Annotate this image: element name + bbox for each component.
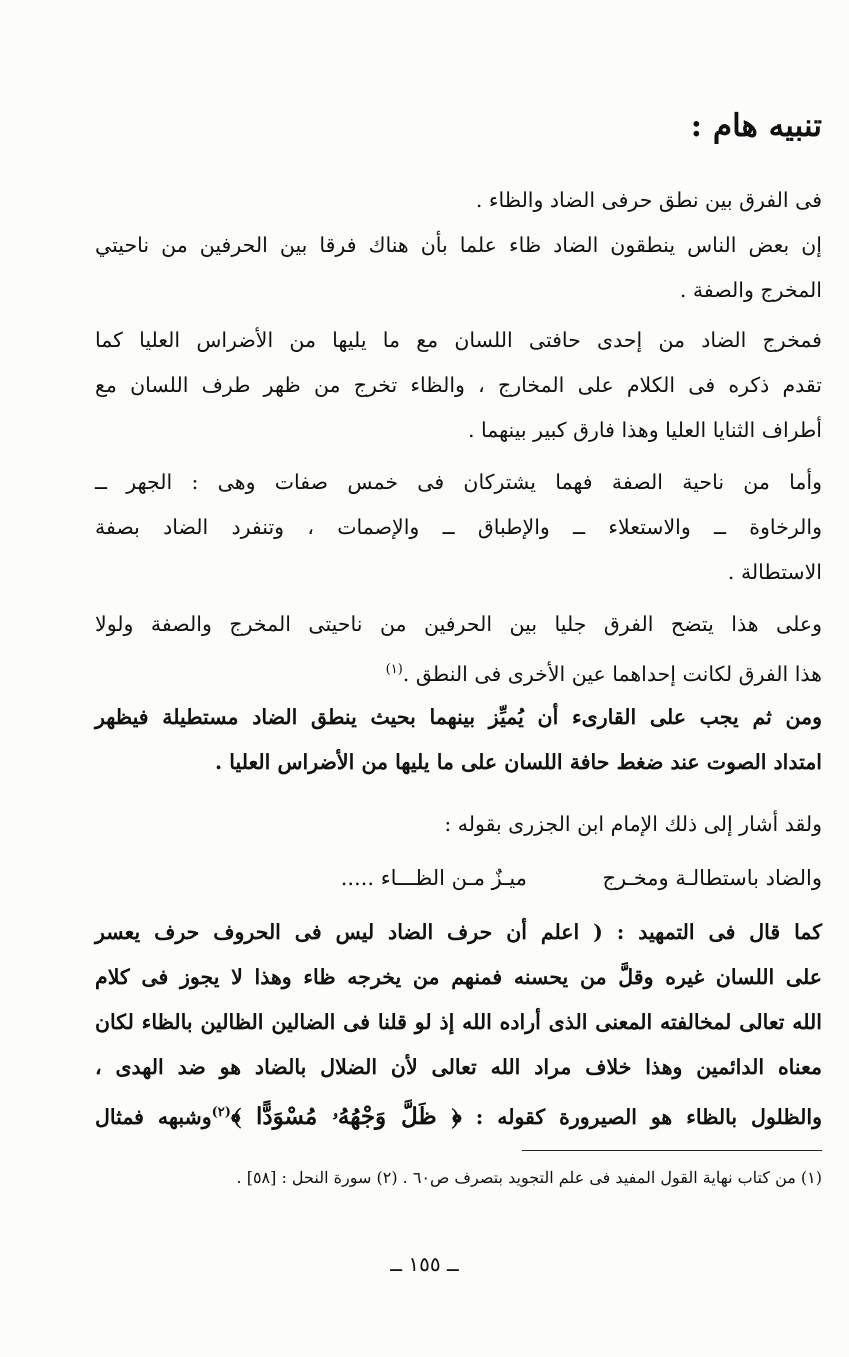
- quran-verse: ﴿ ظَلَّ وَجْهُهُۥ مُسْوَدًّا ﴾: [230, 1102, 462, 1130]
- paragraph-line: وعلى هذا يتضح الفرق جليا بين الحرفين من ناحيتى المخرج والصفة ولولا: [95, 612, 822, 636]
- paragraph-6: [95, 802, 822, 847]
- quote-line: الله تعالى لمخالفته المعنى الذى أراده الله إذ لو قلنا فى الضالين الظالين بالظاء لكان: [95, 1010, 822, 1034]
- paragraph-line: والرخاوة ــ والاستعلاء ــ والإطباق ــ والإصمات ، وتنفرد الضاد بصفة: [95, 515, 822, 539]
- paragraph-line: أطراف الثنايا العليا وهذا فارق كبير بينهما .: [467, 418, 822, 442]
- paragraph-line: إن بعض الناس ينطقون الضاد ظاء علما بأن هناك فرقا بين الحرفين من ناحيتي: [95, 233, 822, 257]
- paragraph-line: فمخرج الضاد من إحدى حافتى اللسان مع ما يليها من الأضراس العليا كما: [95, 328, 822, 352]
- quote-line: على اللسان غيره وقلَّ من يحسنه فمنهم من يخرجه ظاء وهذا لا يجوز فى كلام: [95, 965, 822, 989]
- footnote-ref: (١): [385, 662, 403, 677]
- verse-second-hemistich: ميـزٌ مـن الظـــاء .....: [340, 866, 527, 890]
- paragraph-line: ومن ثم يجب على القارىء أن يُميِّز بينهما بحيث ينطق الضاد مستطيلة فيظهر: [95, 705, 822, 729]
- footnote-ref: (٢): [211, 1105, 231, 1120]
- paragraph-text: هذا الفرق لكانت إحداهما عين الأخرى فى النطق .: [402, 661, 822, 686]
- verse-first-hemistich: والضاد باستطالـة ومخـرج: [602, 866, 822, 890]
- paragraph-3: [95, 460, 822, 595]
- quote-line: كما قال فى التمهيد : ( اعلم أن حرف الضاد ليس فى الحروف حرف يعسر: [95, 920, 822, 944]
- footnote-divider: [522, 1150, 822, 1151]
- paragraph-line: الاستطالة .: [727, 560, 822, 584]
- paragraph-2: [95, 318, 822, 453]
- paragraph-line: ولقد أشار إلى ذلك الإمام ابن الجزرى بقوله :: [444, 812, 822, 836]
- quote-line: [95, 1090, 822, 1140]
- footnotes: (١) من كتاب نهاية القول المفيد فى علم التجويد بتصرف ص٦٠ . (٢) سورة النحل : [٥٨] .: [236, 1168, 822, 1187]
- quote-last-line-start: والظلول بالظاء هو الصيرورة كقوله :: [475, 1104, 822, 1129]
- paragraph-1: [95, 178, 822, 313]
- page-number: ــ ١٥٥ ــ: [390, 1252, 459, 1276]
- paragraph-line: امتداد الصوت عند ضغط حافة اللسان على ما يليها من الأضراس العليا .: [215, 750, 822, 774]
- paragraph-line: تقدم ذكره فى الكلام على المخارج ، والظاء تخرج من ظهر طرف اللسان مع: [95, 373, 822, 397]
- paragraph-line: فى الفرق بين نطق حرفى الضاد والظاء .: [475, 188, 822, 212]
- quote-last-line-end: وشبهه فمثال: [95, 1104, 212, 1129]
- paragraph-5: [95, 695, 822, 785]
- paragraph-line: وأما من ناحية الصفة فهما يشتركان فى خمس صفات وهى : الجهر ــ: [95, 470, 822, 494]
- book-page: [95, 0, 822, 1357]
- paragraph-4: [95, 602, 822, 697]
- paragraph-line: [95, 647, 822, 697]
- page-heading: تنبيه هام :: [690, 108, 822, 144]
- paragraph-line: المخرج والصفة .: [679, 278, 822, 302]
- quote-line: معناه الدائمين وهذا خلاف مراد الله تعالى لأن الضلال بالضاد هو ضد الهدى ،: [95, 1055, 822, 1079]
- quote-paragraph: [95, 910, 822, 1140]
